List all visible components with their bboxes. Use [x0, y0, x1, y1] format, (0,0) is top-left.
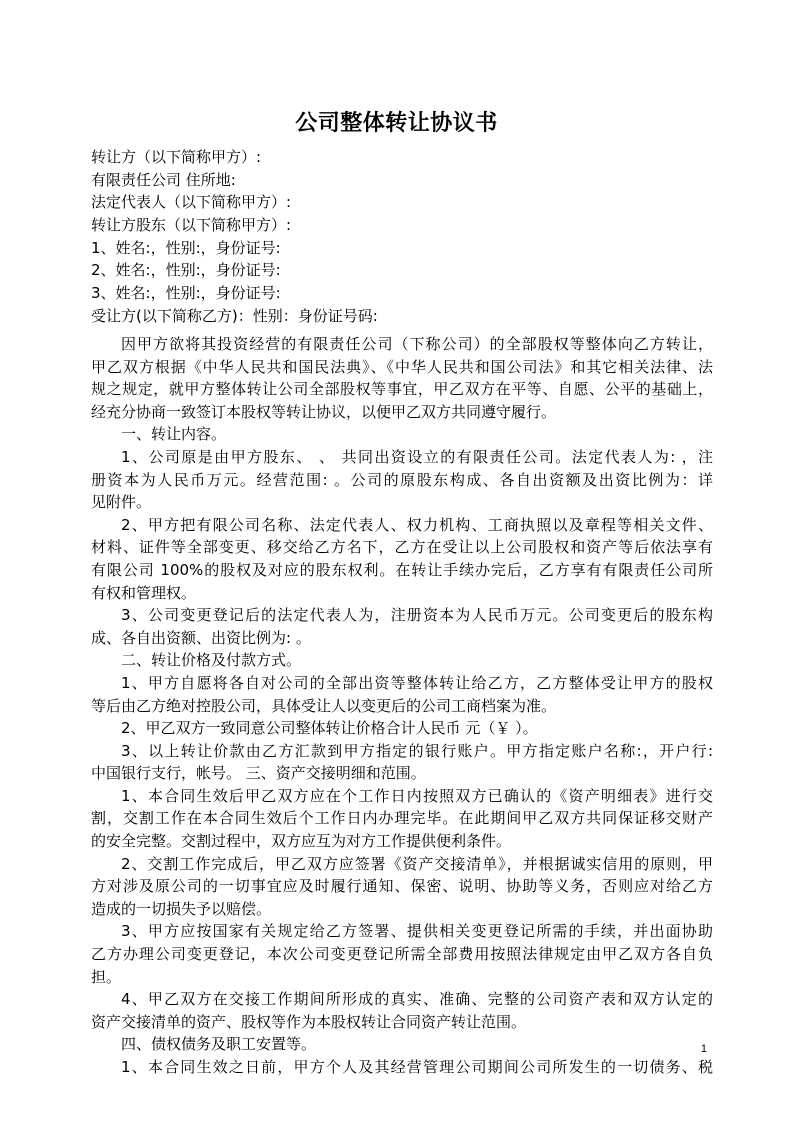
body-line: 材料、证件等全部变更、移交给乙方名下，乙方在受让以上公司股权和资产等后依法享有	[91, 538, 713, 557]
body-line: 中国银行支行，帐号。 三、资产交接明细和范围。	[91, 764, 426, 783]
body-line: 4、甲乙双方在交接工作期间所形成的真实、准确、完整的公司资产表和双方认定的	[121, 990, 713, 1009]
header-line: 3、姓名:，性别:，身份证号:	[91, 284, 281, 303]
body-line: 3、公司变更登记后的法定代表人为，注册资本为人民币万元。公司变更后的股东构	[121, 606, 713, 625]
body-line: 方对涉及原公司的一切事宜应及时履行通知、保密、说明、协助等义务，否则应对给乙方	[91, 877, 713, 896]
body-line: 有限公司 100%的股权及对应的股东权利。在转让手续办完后，乙方享有有限责任公司所	[91, 560, 713, 579]
body-line: 经充分协商一致签订本股权等转让协议，以便甲乙双方共同遵守履行。	[91, 402, 557, 421]
body-line: 2、甲方把有限公司名称、法定代表人、权力机构、工商执照以及章程等相关文件、	[121, 515, 713, 534]
body-line: 3、以上转让价款由乙方汇款到甲方指定的银行账户。甲方指定账户名称:，开户行:	[121, 741, 713, 760]
page-number: 1	[700, 1043, 707, 1055]
body-line: 乙方办理公司变更登记，本次公司变更登记所需全部费用按照法律规定由甲乙双方各自负	[91, 945, 713, 964]
body-line: 册资本为人民币万元。经营范围: 。公司的原股东构成、各自出资额及出资比例为：详	[91, 470, 713, 489]
body-line: 的安全完整。交割过程中，双方应互为对方工作提供便利条件。	[91, 832, 512, 851]
document-title: 公司整体转让协议书	[295, 111, 498, 136]
body-line: 造成的一切损失予以赔偿。	[91, 899, 272, 918]
body-line: 1、甲方自愿将各自对公司的全部出资等整体转让给乙方，乙方整体受让甲方的股权	[121, 673, 713, 692]
party-info-block	[91, 146, 711, 328]
body-line: 因甲方欲将其投资经营的有限责任公司（下称公司）的全部股权等整体向乙方转让，	[121, 335, 713, 353]
body-line: 等后由乙方绝对控股公司，具体受让人以变更后的公司工商档案为准。	[91, 696, 557, 715]
header-line: 2、姓名:，性别:，身份证号:	[91, 261, 281, 280]
body-line: 1、公司原是由甲方股东、 、 共同出资设立的有限责任公司。法定代表人为: ，注	[121, 447, 713, 466]
body-line: 担。	[91, 967, 122, 986]
body-line: 资产交接清单的资产、股权等作为本股权转让合同资产转让范围。	[91, 1012, 527, 1031]
header-line: 转让方（以下简称甲方）:	[91, 148, 262, 166]
body-line: 规之规定，就甲方整体转让公司全部股权等事宜，甲乙双方在平等、自愿、公平的基础上，	[91, 380, 713, 399]
body-line: 割，交割工作在本合同生效后个工作日内办理完毕。在此期间甲乙双方共同保证移交财产	[91, 809, 713, 828]
section-heading: 一、转让内容。	[121, 425, 227, 444]
section-heading: 四、债权债务及职工安置等。	[121, 1035, 317, 1054]
body-line: 甲乙双方根据《中华人民共和国民法典》、《中华人民共和国公司法》和其它相关法律、法	[91, 357, 713, 376]
header-line: 受让方(以下简称乙方)：性别：身份证号码:	[91, 306, 378, 325]
body-line: 2、甲乙双方一致同意公司整体转让价格合计人民币 元（￥ ）。	[121, 719, 538, 738]
body-line: 3、甲方应按国家有关规定给乙方签署、提供相关变更登记所需的手续，并出面协助	[121, 922, 713, 941]
body-line: 见附件。	[91, 493, 152, 512]
agreement-body	[91, 333, 713, 1079]
section-heading: 二、转让价格及付款方式。	[121, 651, 302, 670]
header-line: 法定代表人（以下简称甲方）:	[91, 193, 292, 212]
body-line: 1、本合同生效之日前，甲方个人及其经营管理公司期间公司所发生的一切债务、税	[121, 1058, 713, 1076]
body-line: 有权和管理权。	[91, 583, 197, 602]
body-line: 1、本合同生效后甲乙双方应在个工作日内按照双方已确认的《资产明细表》进行交	[121, 786, 713, 805]
body-line: 成、各自出资额、出资比例为: 。	[91, 628, 311, 647]
body-line: 2、交割工作完成后，甲乙双方应签署《资产交接清单》，并根据诚实信用的原则，甲	[121, 854, 713, 873]
header-line: 1、姓名:，性别:，身份证号:	[91, 238, 281, 257]
header-line: 有限责任公司 住所地:	[91, 170, 236, 189]
header-line: 转让方股东（以下简称甲方）:	[91, 216, 292, 235]
